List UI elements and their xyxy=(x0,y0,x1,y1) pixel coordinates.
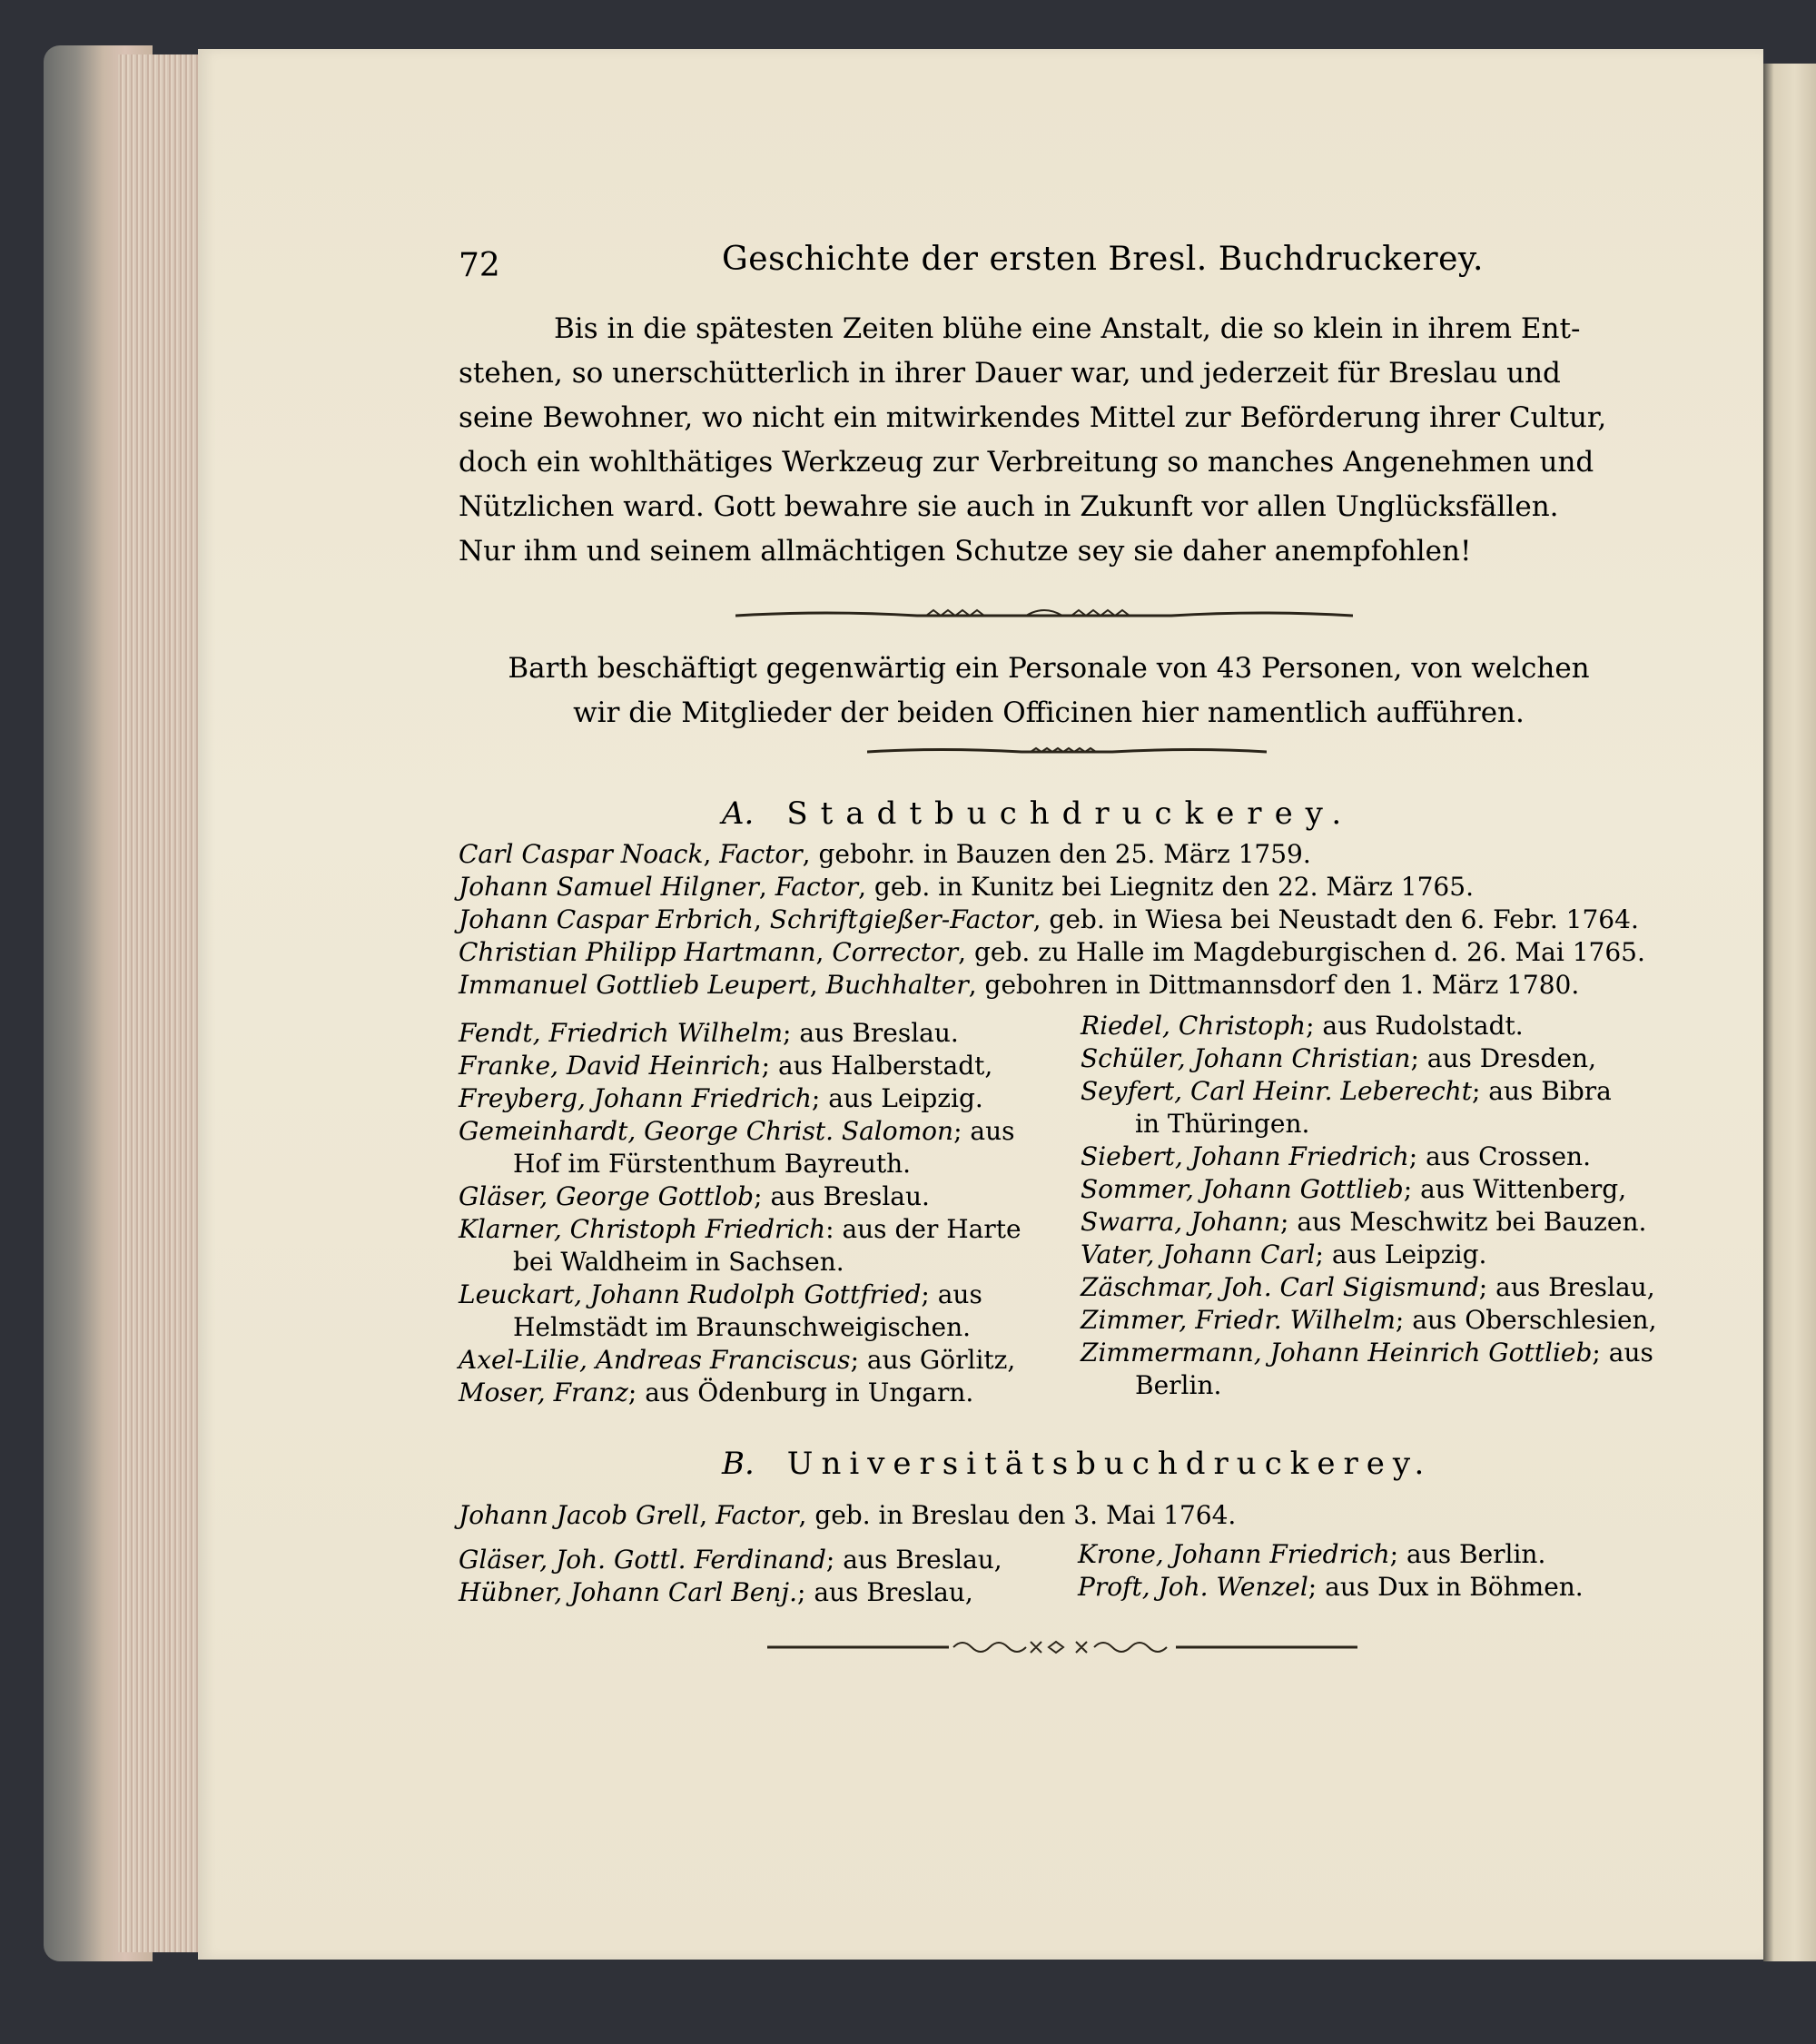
intro-line: seine Bewohner, wo nicht ein mitwirkendes Mittel zur Beförderung ihrer Cultur, xyxy=(459,401,1607,434)
staff-note-line: Barth beschäftigt gegenwärtig ein Personale von 43 Personen, von welchen xyxy=(508,652,1590,685)
intro-line: Nur ihm und seinem allmächtigen Schutze sey sie daher anempfohlen! xyxy=(459,535,1472,568)
intro-line: Bis in die spätesten Zeiten blühe eine Anstalt, die so klein in ihrem Ent- xyxy=(554,312,1581,345)
intro-paragraph xyxy=(459,307,1639,574)
list-item: Krone, Johann Friedrich; aus Berlin. xyxy=(1078,1539,1546,1569)
list-item: Vater, Johann Carl; aus Leipzig. xyxy=(1081,1239,1487,1269)
list-item: Fendt, Friedrich Wilhelm; aus Breslau. xyxy=(459,1018,959,1048)
list-item: Riedel, Christoph; aus Rudolstadt. xyxy=(1081,1011,1524,1041)
facing-page-edge xyxy=(1763,64,1816,1961)
section-b-heading xyxy=(722,1446,1432,1482)
list-item: Freyberg, Johann Friedrich; aus Leipzig. xyxy=(459,1083,983,1113)
list-item: Zimmer, Friedr. Wilhelm; aus Oberschlesien, xyxy=(1081,1305,1657,1335)
intro-line: stehen, so unerschütterlich in ihrer Dauer war, und jederzeit für Breslau und xyxy=(459,357,1561,390)
intro-line: doch ein wohlthätiges Werkzeug zur Verbreitung so manches Angenehmen und xyxy=(459,446,1594,479)
list-item: Sommer, Johann Gottlieb; aus Wittenberg, xyxy=(1081,1174,1627,1204)
running-head: Geschichte der ersten Bresl. Buchdruckerey. xyxy=(722,241,1484,278)
list-item-continuation: Helmstädt im Braunschweigischen. xyxy=(513,1312,972,1342)
section-b-title: Universitätsbuchdruckerey. xyxy=(786,1446,1433,1482)
compositor-list-right xyxy=(1081,1010,1656,1402)
ornamental-rule xyxy=(767,1636,1357,1658)
list-item: Gläser, Joh. Gottl. Ferdinand; aus Breslau, xyxy=(459,1545,1002,1575)
list-item: Schüler, Johann Christian; aus Dresden, xyxy=(1081,1043,1596,1073)
list-item: Klarner, Christoph Friedrich: aus der Harte xyxy=(459,1214,1022,1244)
list-item-continuation: Hof im Fürstenthum Bayreuth. xyxy=(513,1149,912,1179)
list-item: Swarra, Johann; aus Meschwitz bei Bauzen. xyxy=(1081,1207,1647,1237)
list-item-continuation: Berlin. xyxy=(1135,1370,1222,1400)
university-list-left xyxy=(459,1544,1002,1609)
ornamental-rule xyxy=(867,745,1267,759)
list-item: Moser, Franz; aus Ödenburg in Ungarn. xyxy=(459,1377,974,1407)
list-item: Gläser, George Gottlob; aus Breslau. xyxy=(459,1181,930,1211)
university-list-right xyxy=(1078,1538,1584,1604)
intro-line: Nützlichen ward. Gott bewahre sie auch in Zukunft vor allen Unglücksfällen. xyxy=(459,490,1559,523)
section-a-heading xyxy=(722,795,1354,832)
officer-entry: Carl Caspar Noack, Factor, gebohr. in Bauzen den 25. März 1759. xyxy=(459,839,1311,869)
officer-entry: Immanuel Gottlieb Leupert, Buchhalter, gebohren in Dittmannsdorf den 1. März 1780. xyxy=(459,970,1580,1000)
officer-entry: Christian Philipp Hartmann, Corrector, geb. zu Halle im Magdeburgischen d. 26. Mai 1765. xyxy=(459,937,1645,967)
list-item: Zimmermann, Johann Heinrich Gottlieb; aus xyxy=(1081,1338,1653,1368)
list-item-continuation: bei Waldheim in Sachsen. xyxy=(513,1247,844,1277)
list-item: Leuckart, Johann Rudolph Gottfried; aus xyxy=(459,1279,982,1309)
page-edges xyxy=(118,54,204,1952)
list-item-continuation: in Thüringen. xyxy=(1135,1109,1310,1139)
compositor-list-left xyxy=(459,1017,1022,1409)
page-number: 72 xyxy=(459,247,500,284)
list-item: Proft, Joh. Wenzel; aus Dux in Böhmen. xyxy=(1078,1572,1584,1602)
list-item: Zäschmar, Joh. Carl Sigismund; aus Breslau, xyxy=(1081,1272,1655,1302)
list-item: Seyfert, Carl Heinr. Leberecht; aus Bibra xyxy=(1081,1076,1612,1106)
list-item: Gemeinhardt, George Christ. Salomon; aus xyxy=(459,1116,1015,1146)
officer-entry: Johann Samuel Hilgner, Factor, geb. in Kunitz bei Liegnitz den 22. März 1765. xyxy=(459,872,1474,902)
section-a-title: Stadtbuchdruckerey. xyxy=(786,795,1355,832)
section-b-label: B. xyxy=(722,1446,755,1482)
officer-entry: Johann Jacob Grell, Factor, geb. in Breslau den 3. Mai 1764. xyxy=(459,1500,1237,1530)
officer-entry: Johann Caspar Erbrich, Schriftgießer-Factor, geb. in Wiesa bei Neustadt den 6. Febr. 1764. xyxy=(459,904,1639,934)
list-item: Hübner, Johann Carl Benj.; aus Breslau, xyxy=(459,1577,973,1607)
list-item: Siebert, Johann Friedrich; aus Crossen. xyxy=(1081,1141,1591,1171)
staff-note-line: wir die Mitglieder der beiden Officinen hier namentlich aufführen. xyxy=(573,696,1525,729)
staff-note xyxy=(459,647,1639,736)
ornamental-rule xyxy=(735,607,1353,625)
section-a-label: A. xyxy=(722,795,755,832)
list-item: Axel-Lilie, Andreas Franciscus; aus Görlitz, xyxy=(459,1345,1016,1375)
list-item: Franke, David Heinrich; aus Halberstadt, xyxy=(459,1051,993,1081)
